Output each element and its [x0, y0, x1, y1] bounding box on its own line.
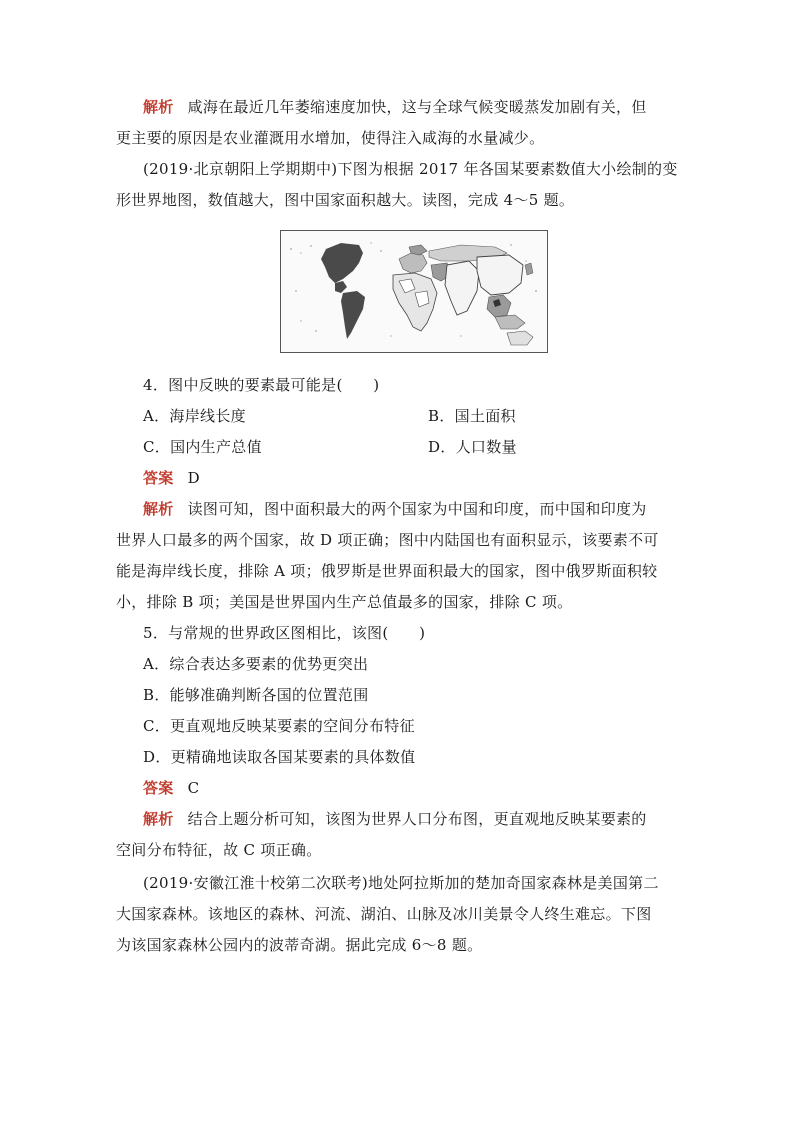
explanation-5-line-2: 空间分布特征，故 C 项正确。	[116, 841, 322, 859]
option-5-d: D．更精确地读取各国某要素的具体数值	[143, 748, 416, 766]
explanation-5-line-1: 解析 结合上题分析可知，该图为世界人口分布图，更直观地反映某要素的	[143, 810, 647, 828]
explanation-3-line-1: 解析 咸海在最近几年萎缩速度加快，这与全球气候变暖蒸发加剧有关，但	[143, 98, 647, 116]
option-4-c: C．国内生产总值	[143, 438, 262, 456]
cartogram-image	[281, 231, 547, 352]
answer-label: 答案	[143, 469, 174, 487]
intro-6-8-line-2: 大国家森林。该地区的森林、河流、湖泊、山脉及冰川美景令人终生难忘。下图	[116, 905, 652, 923]
question-4-stem: 4．图中反映的要素最可能是( )	[143, 376, 380, 394]
option-4-b: B．国土面积	[428, 407, 516, 425]
explanation-4-line-1: 解析 读图可知，图中面积最大的两个国家为中国和印度，而中国和印度为	[143, 500, 647, 518]
explanation-3-line-2: 更主要的原因是农业灌溉用水增加，使得注入咸海的水量减少。	[116, 129, 545, 147]
cartogram-world-map	[280, 230, 548, 353]
question-5-stem: 5．与常规的世界政区图相比，该图( )	[143, 624, 426, 642]
answer-value: D	[187, 469, 200, 487]
explanation-4-line-2: 世界人口最多的两个国家，故 D 项正确；图中内陆国也有面积显示，该要素不可	[116, 531, 659, 549]
intro-6-8-line-1: (2019·安徽江淮十校第二次联考)地处阿拉斯加的楚加奇国家森林是美国第二	[143, 874, 659, 892]
intro-6-8-line-3: 为该国家森林公园内的波蒂奇湖。据此完成 6～8 题。	[116, 936, 483, 954]
explanation-label: 解析	[143, 810, 174, 828]
intro-4-5-line-1: (2019·北京朝阳上学期期中)下图为根据 2017 年各国某要素数值大小绘制的变	[143, 160, 678, 178]
question-4-options-row-1	[143, 406, 743, 426]
intro-4-5-line-2: 形世界地图，数值越大，图中国家面积越大。读图，完成 4～5 题。	[116, 191, 575, 209]
option-5-c: C．更直观地反映某要素的空间分布特征	[143, 717, 415, 735]
option-5-a: A．综合表达多要素的优势更突出	[143, 655, 369, 673]
answer-4	[143, 468, 200, 488]
answer-value: C	[187, 779, 200, 797]
option-4-d: D．人口数量	[428, 438, 517, 456]
answer-label: 答案	[143, 779, 174, 797]
explanation-label: 解析	[143, 500, 174, 518]
option-5-b: B．能够准确判断各国的位置范围	[143, 686, 369, 704]
explanation-label: 解析	[143, 98, 174, 116]
question-4-options-row-2	[143, 437, 743, 457]
explanation-4-line-4: 小，排除 B 项；美国是世界国内生产总值最多的国家，排除 C 项。	[116, 593, 573, 611]
explanation-4-line-3: 能是海岸线长度，排除 A 项；俄罗斯是世界面积最大的国家，图中俄罗斯面积较	[116, 562, 658, 580]
answer-5	[143, 778, 199, 798]
option-4-a: A．海岸线长度	[143, 407, 246, 425]
